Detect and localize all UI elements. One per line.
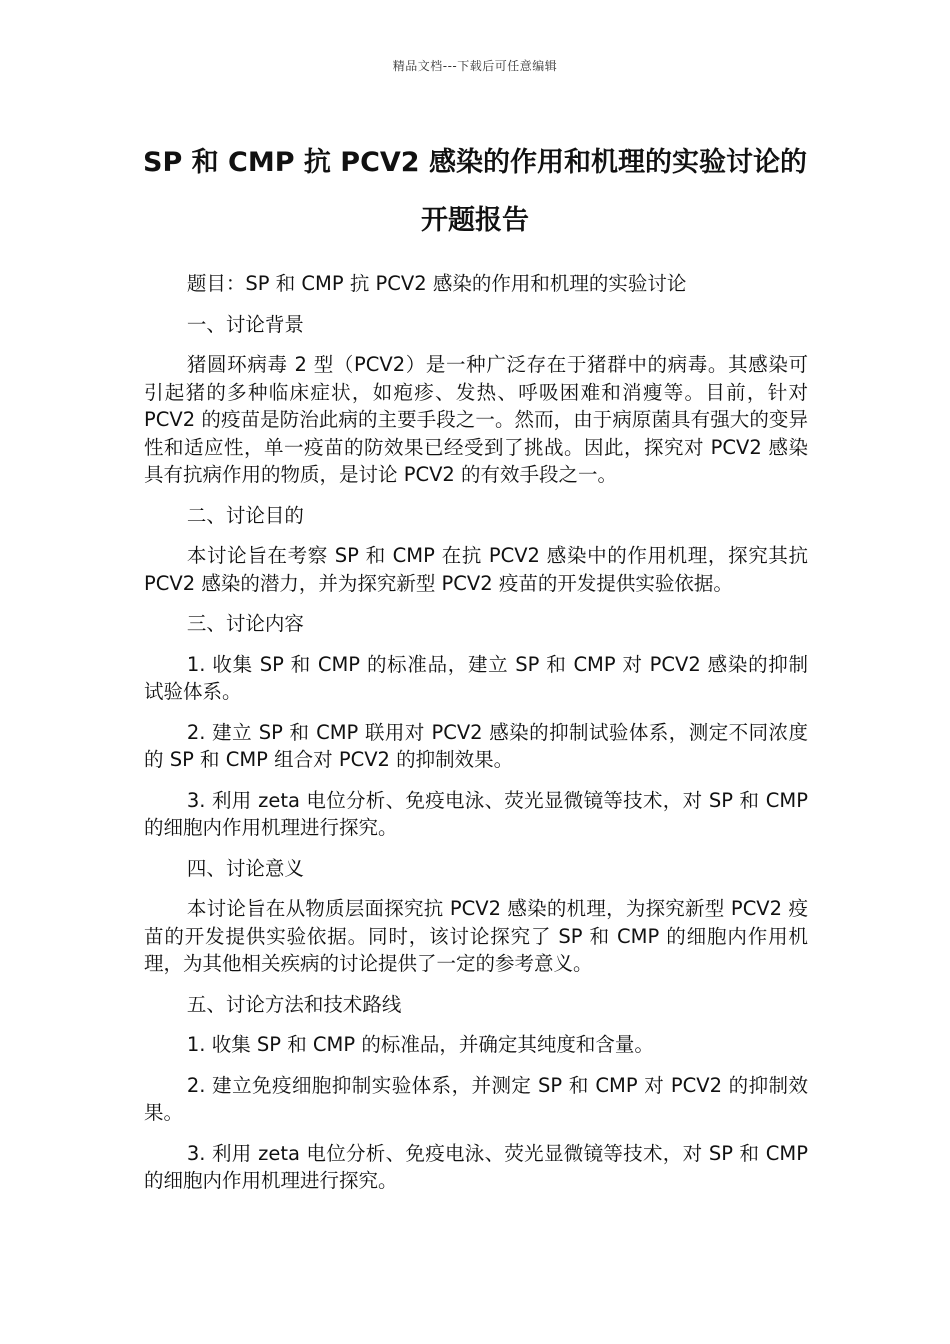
background-paragraph: 猪圆环病毒 2 型（PCV2）是一种广泛存在于猪群中的病毒。其感染可引起猪的多种临床症状，如疱疹、发热、呼吸困难和消瘦等。目前，针对 PCV2 的疫苗是防治此病的主要手段之一。然而，由于病原菌具有强大的变异性和适应性，单一疫苗的防效果已经受到了挑战。因此，探究对 PCV2 感染具有抗病作用的物质，是讨论 PCV2 的有效手段之一。 — [144, 353, 808, 486]
section-heading-purpose: 二、讨论目的 — [186, 503, 304, 527]
content-item: 2. 建立 SP 和 CMP 联用对 PCV2 感染的抑制试验体系，测定不同浓度的 SP 和 CMP 组合对 PCV2 的抑制效果。 — [144, 720, 808, 771]
header-note: 精品文档---下载后可任意编辑 — [392, 59, 558, 73]
method-item: 1. 收集 SP 和 CMP 的标准品，并确定其纯度和含量。 — [186, 1033, 654, 1056]
section-heading-background: 一、讨论背景 — [186, 312, 304, 336]
content-item: 1. 收集 SP 和 CMP 的标准品，建立 SP 和 CMP 对 PCV2 感染的抑制试验体系。 — [144, 652, 808, 703]
significance-paragraph: 本讨论旨在从物质层面探究抗 PCV2 感染的机理，为探究新型 PCV2 疫苗的开发提供实验依据。同时，该讨论探究了 SP 和 CMP 的细胞内作用机理，为其他相关疾病的讨论提供了一定的参考意义。 — [144, 897, 808, 975]
document-body — [144, 270, 808, 1208]
section-heading-significance: 四、讨论意义 — [186, 856, 304, 880]
document-title: SP 和 CMP 抗 PCV2 感染的作用和机理的实验讨论的开题报告 — [143, 147, 807, 236]
method-item: 2. 建立免疫细胞抑制实验体系，并测定 SP 和 CMP 对 PCV2 的抑制效果。 — [144, 1073, 808, 1124]
purpose-paragraph: 本讨论旨在考察 SP 和 CMP 在抗 PCV2 感染中的作用机理，探究其抗 PCV2 感染的潜力，并为探究新型 PCV2 疫苗的开发提供实验依据。 — [144, 544, 808, 595]
content-item: 3. 利用 zeta 电位分析、免疫电泳、荧光显微镜等技术，对 SP 和 CMP 的细胞内作用机理进行探究。 — [144, 788, 808, 839]
topic-line: 题目：SP 和 CMP 抗 PCV2 感染的作用和机理的实验讨论 — [186, 272, 687, 295]
section-heading-content: 三、讨论内容 — [186, 612, 304, 635]
section-heading-methods: 五、讨论方法和技术路线 — [186, 992, 402, 1016]
method-item: 3. 利用 zeta 电位分析、免疫电泳、荧光显微镜等技术，对 SP 和 CMP 的细胞内作用机理进行探究。 — [144, 1141, 808, 1192]
